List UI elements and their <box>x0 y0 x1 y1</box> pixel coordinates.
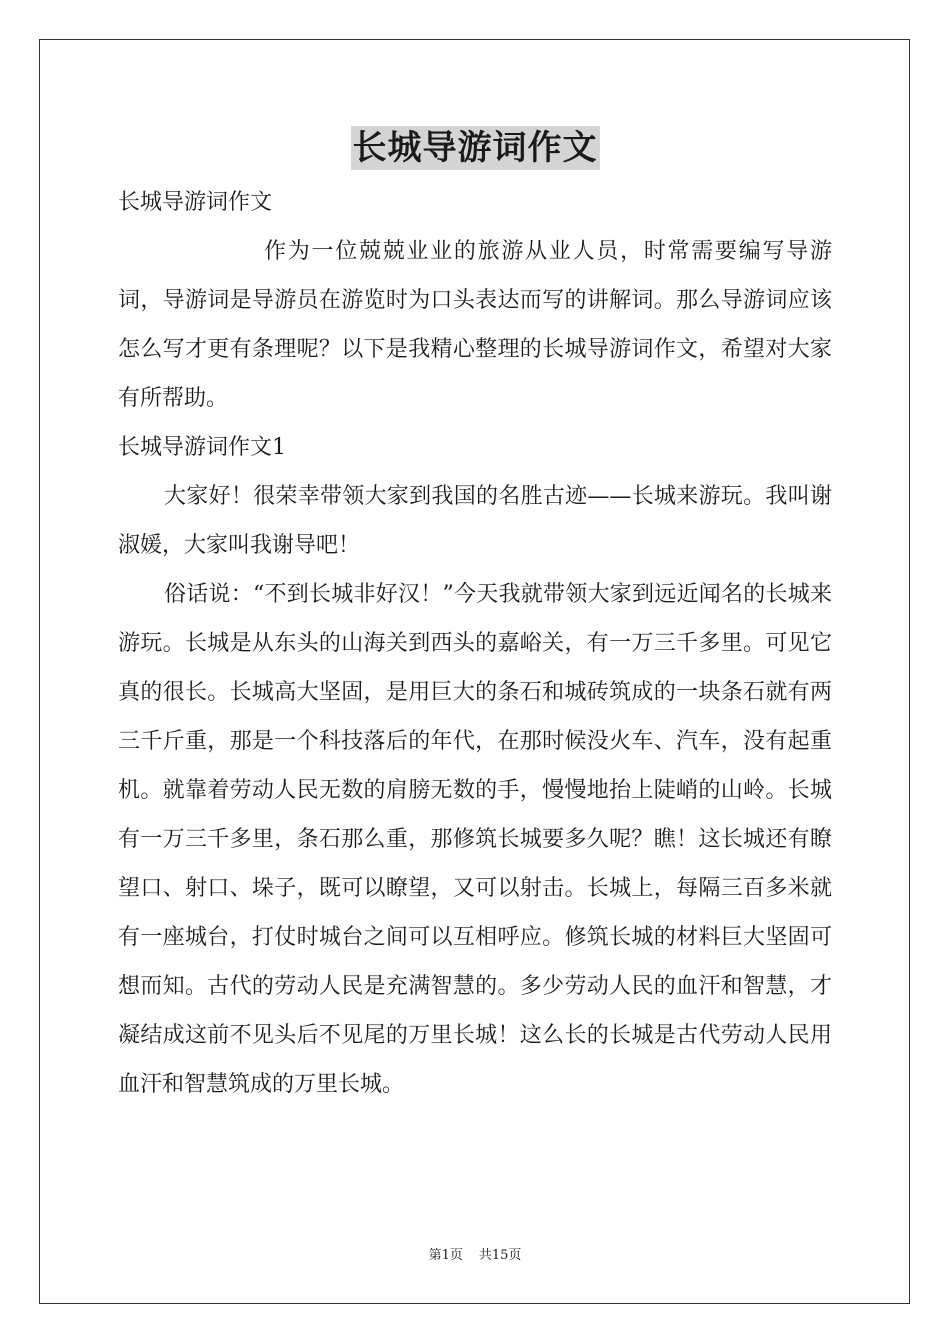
paragraph-greeting: 大家好！很荣幸带领大家到我国的名胜古迹——长城来游玩。我叫谢淑媛，大家叫我谢导吧！ <box>118 484 832 558</box>
paragraph-intro: 作为一位兢兢业业的旅游从业人员，时常需要编写导游词，导游词是导游员在游览时为口头表达而写的讲解词。那么导游词应该怎么写才更有条理呢？以下是我精心整理的长城导游词作文，希望对大家有所帮助。 <box>118 239 832 411</box>
document-title: 长城导游词作文 <box>352 128 598 168</box>
paragraph-heading: 长城导游词作文 <box>118 190 273 215</box>
title-container <box>0 126 950 170</box>
paragraph-main: 俗话说：“不到长城非好汉！”今天我就带领大家到远近闻名的长城来游玩。长城是从东头的山海关到西头的嘉峪关，有一万三千多里。可见它真的很长。长城高大坚固，是用巨大的条石和城砖筑成的一块条石就有两三千斤重，那是一个科技落后的年代，在那时候没火车、汽车，没有起重机。就靠着劳动人民无数的肩膀无数的手，慢慢地抬上陡峭的山岭。长城有一万三千多里，条石那么重，那修筑长城要多久呢？瞧！这长城还有瞭望口、射口、垛子，既可以瞭望，又可以射击。长城上，每隔三百多米就有一座城台，打仗时城台之间可以互相呼应。修筑长城的材料巨大坚固可想而知。古代的劳动人民是充满智慧的。多少劳动人民的血汗和智慧，才凝结成这前不见头后不见尾的万里长城！这么长的长城是古代劳动人民用血汗和智慧筑成的万里长城。 <box>118 582 832 1097</box>
page-total: 共15页 <box>478 1248 522 1263</box>
page-footer <box>0 1247 950 1265</box>
document-body <box>118 178 832 1109</box>
page-number: 第1页 <box>428 1248 463 1263</box>
paragraph-section-heading: 长城导游词作文1 <box>118 435 286 460</box>
